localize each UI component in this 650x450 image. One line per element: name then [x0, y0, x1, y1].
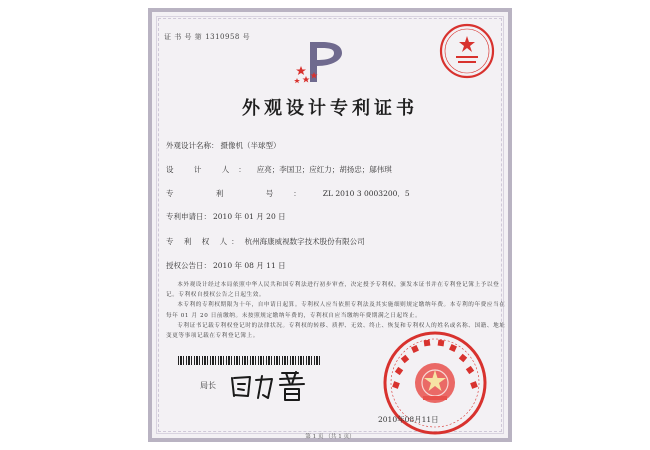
issue-date: 2010年08月11日 [378, 415, 439, 424]
patent-number-value: ZL 2010 3 0003200．5 [322, 189, 410, 198]
patentee-label: 专 利 权 人： [166, 237, 243, 246]
filing-date-value: 2010 年 01 月 20 日 [213, 212, 286, 221]
director-signature-icon [228, 364, 314, 404]
certificate-serial [164, 32, 250, 42]
serial-label: 证 书 号 第 [164, 33, 203, 41]
design-name-label: 外观设计名称： [166, 141, 219, 150]
page-footer: 第 1 页 （共 1 页） [305, 434, 355, 440]
patent-number-label: 专 利 号： [166, 189, 321, 198]
announce-date-label: 授权公告日： [166, 261, 211, 270]
certificate-title: 外观设计专利证书 [242, 98, 418, 119]
patent-office-seal-icon [438, 22, 496, 80]
body-paragraph: 专利证书记载专利权登记时的法律状况。专利权的转移、质押、无效、终止、恢复和专利权人的姓名或名称、国籍、地址变更等事项记载在专利登记簿上。 [166, 322, 506, 340]
field-designer [166, 164, 392, 175]
filing-date-label: 专利申请日： [166, 212, 211, 221]
announce-date-value: 2010 年 08 月 11 日 [213, 261, 286, 270]
serial-number: 1310958 [205, 33, 240, 41]
director-label: 局长 [200, 381, 216, 390]
body-paragraph: 本外观设计经过本局依照中华人民共和国专利法进行初步审查，决定授予专利权，颁发本证书并在专利登记簿上予以登记。专利权自授权公告之日起生效。 [166, 282, 500, 299]
design-name-value: 摄像机（半球型） [220, 141, 281, 150]
designer-value: 应亮；李国卫；应红力；胡扬忠；鄔伟琪 [256, 165, 392, 174]
body-paragraph: 本专利的专利权期限为十年，自申请日起算。专利权人应当依照专利法及其实施细则规定缴纳年费。本专利的年费应当在每年 01 月 20 日前缴纳。未按照规定缴纳年费的，专利权自应当缴纳年费期满之日起终止。 [166, 302, 506, 319]
field-filing-date [166, 211, 286, 222]
field-design-name [166, 140, 281, 151]
designer-label: 设 计 人： [166, 165, 255, 174]
patentee-value: 杭州海康威视数字技术股份有限公司 [244, 237, 365, 246]
patent-certificate [148, 8, 512, 442]
sipo-emblem-icon [292, 36, 352, 88]
field-patentee [166, 236, 365, 247]
field-announce-date [166, 260, 286, 271]
field-patent-number [166, 188, 410, 199]
serial-suffix: 号 [242, 33, 251, 41]
